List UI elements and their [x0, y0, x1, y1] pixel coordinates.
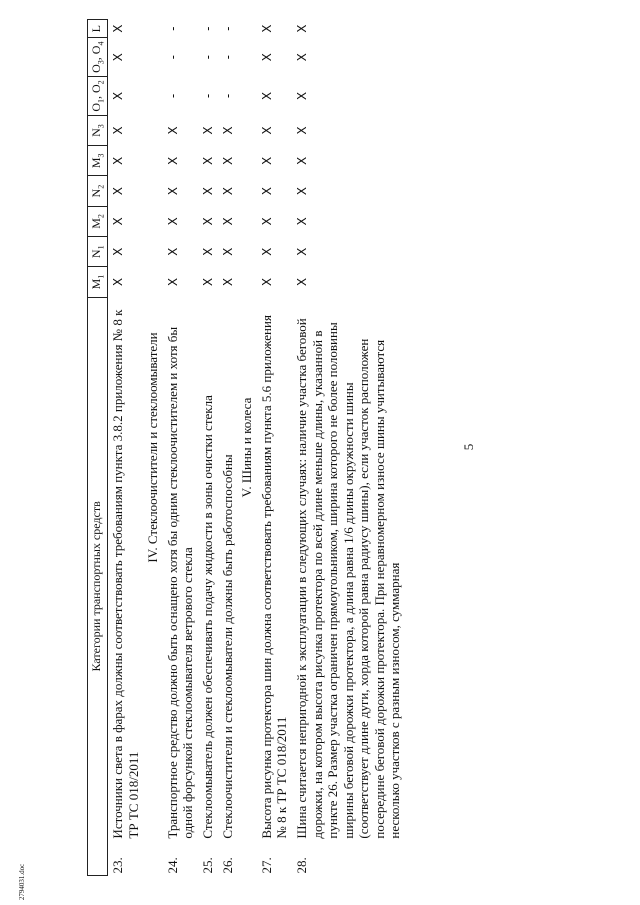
applicability-mark: X	[259, 126, 274, 135]
applicability-mark: X	[294, 91, 309, 101]
applicability-mark: X	[200, 126, 215, 135]
applicability-mark: X	[165, 187, 180, 196]
applicability-mark: X	[294, 156, 309, 165]
applicability-mark: X	[294, 126, 309, 135]
applicability-mark: X	[165, 126, 180, 135]
applicability-mark: -	[200, 26, 215, 31]
rotated-page-content	[87, 19, 573, 876]
applicability-mark: X	[294, 247, 309, 256]
applicability-mark: X	[110, 91, 125, 101]
header-column: $N_1$	[88, 237, 108, 267]
applicability-mark: X	[294, 53, 309, 62]
applicability-mark: X	[294, 24, 309, 33]
table-row	[292, 20, 405, 876]
header-column: $O_1$, $O_2$	[88, 77, 108, 116]
applicability-mark: X	[110, 217, 125, 226]
item-number: 24.	[164, 857, 180, 874]
table-row	[257, 20, 292, 876]
section-title: V. Шины и колеса	[239, 397, 255, 498]
file-footer: 2794031.doc	[18, 863, 26, 901]
table-row	[198, 20, 218, 876]
requirement-text: Стеклоомыватель должен обеспечивать подачу жидкости в зоны очистки стекла	[199, 395, 215, 839]
applicability-mark: -	[165, 55, 180, 60]
applicability-mark: X	[200, 277, 215, 287]
applicability-mark: X	[220, 126, 235, 135]
applicability-mark: X	[220, 247, 235, 256]
applicability-mark: X	[110, 156, 125, 165]
section-heading-row	[237, 20, 257, 876]
item-number: 27.	[258, 857, 274, 874]
requirement-text: Стеклоочистители и стеклоомыватели должны быть работоспособны	[219, 454, 235, 839]
applicability-mark: -	[220, 93, 235, 99]
header-column: L	[88, 20, 108, 38]
table-row	[107, 20, 143, 876]
requirement-text: Шина считается непригодной к эксплуатации в следующих случаях: наличие участка беговой дорожки, на котором высота рисунка протектора по всей длине меньше длины, указанной в пункте 26. Размер участка ограничен прямоугольником, ширина которого не более половины ширины беговой дорожки протектора, а длина равна 1/6 длины окружности шины (соответствует длине дуги, хорда которой равна радиусу шины), если участок расположен посередине беговой дорожки протектора. При неравномерном износе шины учитываются несколько участков с разным износом, суммарная	[293, 318, 403, 839]
applicability-mark: X	[110, 53, 125, 62]
applicability-mark: -	[220, 55, 235, 60]
header-column: $M_1$	[88, 267, 108, 297]
applicability-mark: -	[200, 55, 215, 60]
applicability-mark: X	[165, 156, 180, 165]
applicability-mark: X	[200, 156, 215, 165]
applicability-mark: X	[259, 156, 274, 165]
applicability-mark: X	[259, 217, 274, 226]
section-heading-row	[143, 20, 163, 876]
applicability-mark: X	[165, 247, 180, 256]
vehicle-requirements-table	[87, 19, 405, 876]
applicability-mark: X	[110, 126, 125, 135]
table-row	[163, 20, 198, 876]
applicability-mark: X	[200, 217, 215, 226]
applicability-mark: -	[220, 26, 235, 31]
header-column: $M_2$	[88, 206, 108, 236]
applicability-mark: X	[259, 247, 274, 256]
applicability-mark: X	[220, 277, 235, 287]
header-column: $M_3$	[88, 146, 108, 176]
applicability-mark: X	[200, 187, 215, 196]
applicability-mark: X	[294, 187, 309, 196]
header-category: Категории транспортных средств	[88, 297, 108, 875]
page-number: 5	[461, 443, 476, 451]
applicability-mark: X	[220, 217, 235, 226]
applicability-mark: X	[220, 187, 235, 196]
item-number: 26.	[219, 857, 235, 874]
section-title: IV. Стеклоочистители и стеклоомыватели	[145, 332, 161, 563]
applicability-mark: X	[220, 156, 235, 165]
item-number: 28.	[293, 857, 309, 874]
requirement-text: Транспортное средство должно быть оснащено хотя бы одним стеклоочистителем и хотя бы одной форсункой стеклоомывателя ветрового стекла	[164, 326, 196, 839]
header-column: $N_3$	[88, 115, 108, 145]
applicability-mark: -	[165, 26, 180, 31]
applicability-mark: -	[165, 93, 180, 99]
table-header-row	[88, 20, 108, 876]
applicability-mark: -	[200, 93, 215, 99]
table-body	[107, 20, 405, 876]
table-row	[218, 20, 238, 876]
requirement-text: Высота рисунка протектора шин должна соответствовать требованиям пункта 5.6 приложения № 8 к ТР ТС 018/2011	[258, 315, 290, 839]
applicability-mark: X	[110, 24, 125, 33]
applicability-mark: X	[165, 217, 180, 226]
applicability-mark: X	[259, 187, 274, 196]
item-number: 23.	[109, 857, 125, 874]
applicability-mark: X	[259, 24, 274, 33]
applicability-mark: X	[110, 187, 125, 196]
header-column: $O_3$, $O_4$	[88, 38, 108, 77]
applicability-mark: X	[110, 277, 125, 287]
applicability-mark: X	[294, 217, 309, 226]
applicability-mark: X	[294, 277, 309, 287]
applicability-mark: X	[110, 247, 125, 256]
item-number: 25.	[199, 857, 215, 874]
header-column: $N_2$	[88, 176, 108, 206]
applicability-mark: X	[259, 91, 274, 101]
requirement-text: Источники света в фарах должны соответствовать требованиям пункта 3.8.2 приложения № 8 к ТР ТС 018/2011	[109, 309, 141, 839]
applicability-mark: X	[200, 247, 215, 256]
applicability-mark: X	[259, 277, 274, 287]
applicability-mark: X	[259, 53, 274, 62]
applicability-mark: X	[165, 277, 180, 287]
